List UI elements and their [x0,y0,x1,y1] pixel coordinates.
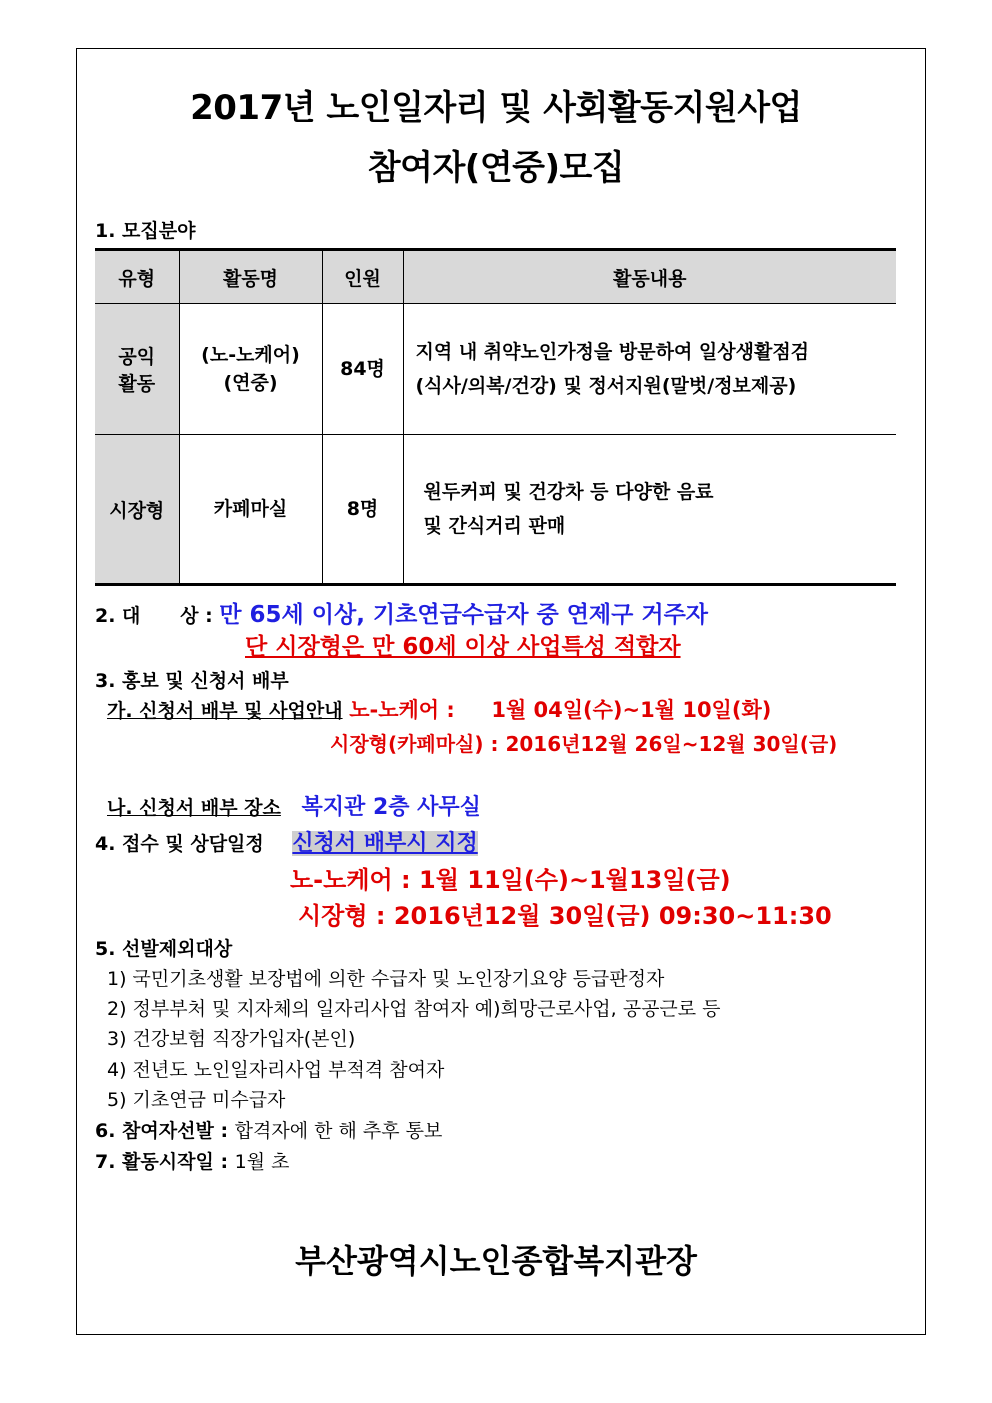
type-cell: 시장형 [95,435,179,585]
type-text: 활동 [118,373,156,395]
list-item: 3) 건강보험 직장가입자(본인) [107,1028,356,1050]
type-cell [95,304,179,435]
table-row [95,435,896,585]
table-row [95,304,896,435]
section4-line [95,826,478,857]
section2-line [95,596,708,629]
section3-a-label: 가. 신청서 배부 및 사업안내 [107,700,343,722]
recruitment-table [95,248,896,586]
list-item: 1) 국민기초생활 보장법에 의한 수급자 및 노인장기요양 등급판정자 [107,968,665,990]
section5-heading: 5. 선발제외대상 [95,938,233,960]
section3-heading: 3. 홍보 및 신청서 배부 [95,670,289,692]
list-item: 5) 기초연금 미수급자 [107,1089,286,1111]
section2-label: 2. 대 상 : [95,605,213,627]
activity-content: 지역 내 취약노인가정을 방문하여 일상생활점검 [415,341,810,363]
section4-value: 신청서 배부시 지정 [292,831,478,856]
column-header: 활동내용 [403,250,896,304]
activity-name: (노-노케어) [201,344,300,366]
column-header: 활동명 [179,250,322,304]
type-text: 공익 [118,346,156,368]
table-header-row [95,250,896,304]
section3-a-value2: 시장형(카페마실) : 2016년12월 26일~12월 30일(금) [330,732,838,756]
activity-content: 원두커피 및 건강차 등 다양한 음료 [423,481,714,503]
column-header: 인원 [322,250,403,304]
section4-schedule-1: 노-노케어 : 1월 11일(수)~1월13일(금) [290,866,731,894]
section3-a-line [107,694,771,724]
issuer-name: 부산광역시노인종합복지관장 [295,1242,697,1280]
activity-content-cell [403,304,896,435]
section4-schedule-2: 시장형 : 2016년12월 30일(금) 09:30~11:30 [298,902,832,930]
section3-b-line [107,790,481,821]
page-subtitle: 참여자(연중)모집 [367,148,625,188]
activity-name: (연중) [223,372,278,394]
section2-note: 단 시장형은 만 60세 이상 사업특성 적합자 [245,634,681,660]
section3-b-label: 나. 신청서 배부 장소 [107,797,281,819]
list-item: 4) 전년도 노인일자리사업 부적격 참여자 [107,1059,445,1081]
section3-a-value: 노-노케어 : 1월 04일(수)~1월 10일(화) [349,698,772,722]
activity-name-cell [179,304,322,435]
section7-value: 1월 초 [234,1151,290,1173]
column-header: 유형 [95,250,179,304]
headcount-cell: 8명 [322,435,403,585]
section6-label: 6. 참여자선발 : [95,1120,229,1142]
headcount-cell: 84명 [322,304,403,435]
section7-label: 7. 활동시작일 : [95,1151,229,1173]
section3-b-value: 복지관 2층 사무실 [301,795,481,820]
activity-content: (식사/의복/건강) 및 정서지원(말벗/정보제공) [415,375,797,397]
page-title: 2017년 노인일자리 및 사회활동지원사업 [190,88,802,128]
list-item: 2) 정부부처 및 지자체의 일자리사업 참여자 예)희망근로사업, 공공근로 등 [107,998,721,1020]
section4-label: 4. 접수 및 상담일정 [95,833,264,855]
section6-line [95,1116,442,1143]
activity-content-cell [403,435,896,585]
activity-content: 및 간식거리 판매 [423,515,566,537]
section7-line [95,1147,290,1174]
section6-value: 합격자에 한 해 추후 통보 [234,1120,443,1142]
section2-value: 만 65세 이상, 기초연금수급자 중 연제구 거주자 [219,602,709,628]
section1-heading: 1. 모집분야 [95,220,196,242]
activity-name-cell: 카페마실 [179,435,322,585]
